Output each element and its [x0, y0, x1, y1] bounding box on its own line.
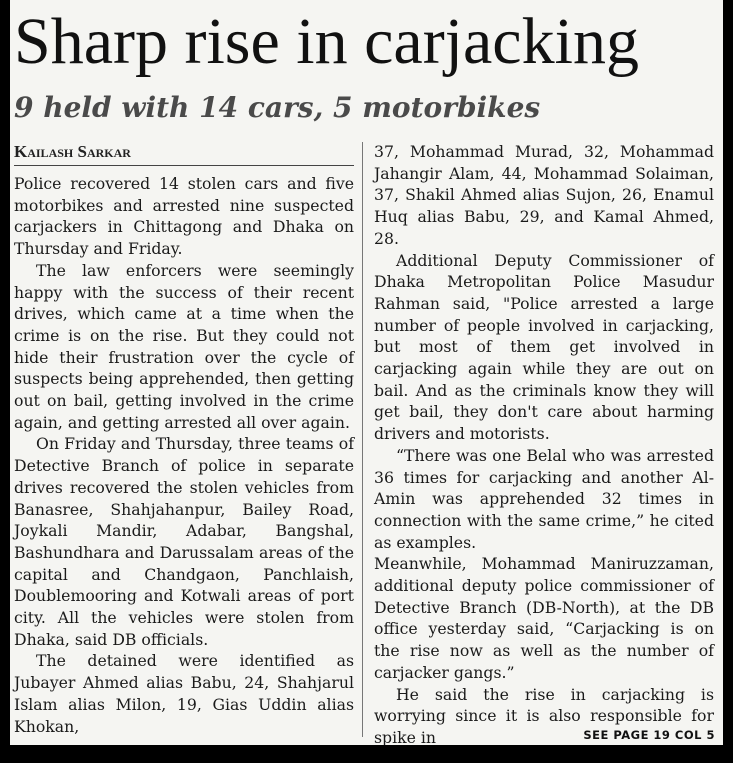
paragraph: Additional Deputy Commissioner of Dhaka Metropolitan Police Masudur Rahman said, "Police arrested a large number of people involved in carjacking, but most of them get involved in carjacking again while they are out on bail. And as the criminals know they will get bail, they don't care about harming drivers and motorists.	[374, 250, 714, 444]
paragraph: On Friday and Thursday, three teams of Detective Branch of police in separate drives recovered the stolen vehicles from Banasree, Shahjahanpur, Bailey Road, Joykali Mandir, Adabar, Bangshal, Bashundhara and Darussalam areas of the capital and Chandgaon, Panchlaish, Doublemooring and Kotwali areas of port city. All the vehicles were stolen from Dhaka, said DB officials.	[14, 434, 354, 649]
paragraph: The law enforcers were seemingly happy with the success of their recent drives, which came at a time when the crime is on the rise. But they could not hide their frustration over the cycle of suspects being apprehended, then getting out on bail, getting involved in the crime again, and getting arrested all over again.	[14, 260, 354, 432]
continuation-note: SEE PAGE 19 COL 5	[583, 728, 715, 742]
paragraph: Meanwhile, Mohammad Maniruzzaman, additional deputy police commissioner of Detective Branch (DB-North), at the DB office yesterday said, “Carjacking is on the rise now as well as the number of carjacker gangs.”	[374, 554, 714, 682]
byline-rule	[14, 165, 354, 166]
newspaper-clipping	[10, 0, 723, 745]
paragraph: 37, Mohammad Murad, 32, Mohammad Jahangir Alam, 44, Mohammad Solaiman, 37, Shakil Ahmed alias Sujon, 26, Enamul Huq alias Babu, 29, and Kamal Ahmed, 28.	[374, 142, 714, 248]
article-column-1	[14, 173, 354, 737]
paragraph: Police recovered 14 stolen cars and five motorbikes and arrested nine suspected carjackers in Chittagong and Dhaka on Thursday and Friday.	[14, 174, 354, 259]
article-column-2	[374, 141, 714, 745]
paragraph: “There was one Belal who was arrested 36 times for carjacking and another Al-Amin was apprehended 32 times in connection with the same crime,” he cited as examples.	[374, 445, 714, 552]
paragraph: The detained were identified as Jubayer Ahmed alias Babu, 24, Shahjarul Islam alias Milon, 19, Gias Uddin alias Khokan,	[14, 651, 354, 736]
paragraph: He said the rise in carjacking is worrying since it is also responsible for spike in	[374, 684, 714, 745]
column-divider	[362, 142, 363, 737]
subheadline: 9 held with 14 cars, 5 motorbikes	[14, 91, 541, 124]
headline: Sharp rise in carjacking	[14, 5, 639, 78]
byline: Kailash Sarkar	[14, 142, 131, 161]
